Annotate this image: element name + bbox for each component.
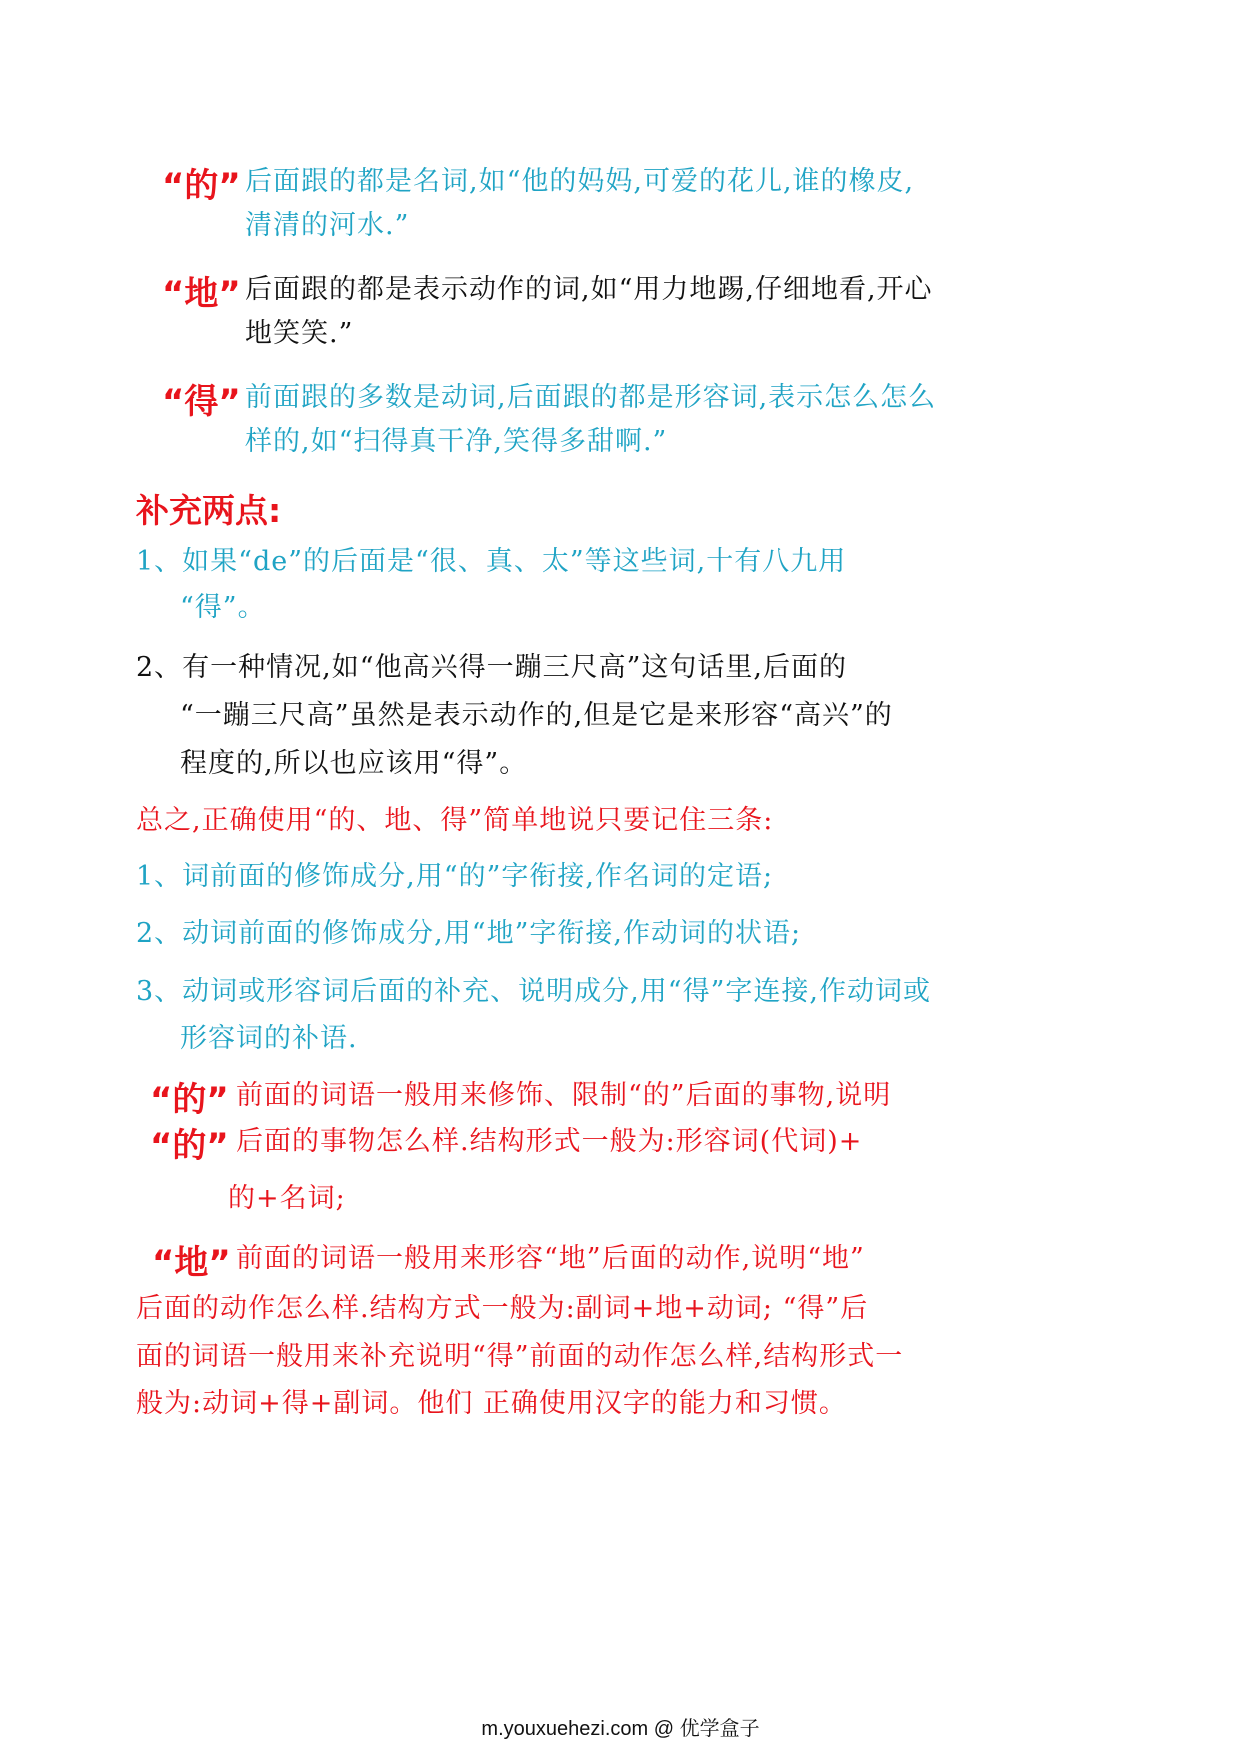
definition-dei-line-1: 前面跟的多数是动词,后面跟的都是形容词,表示怎么怎么	[245, 382, 937, 413]
note-key-de-1: “的”	[150, 1080, 229, 1120]
supplement-item-1-line-1: 1、如果“de”的后面是“很、真、太”等这些词,十有八九用	[136, 546, 847, 577]
note-key-de-2: “的”	[150, 1126, 229, 1166]
supplement-item-2-line-1: 2、有一种情况,如“他高兴得一蹦三尺高”这句话里,后面的	[136, 652, 847, 683]
summary-title: 总之,正确使用“的、地、得”简单地说只要记住三条:	[136, 805, 774, 836]
note-di-line-1: 前面的词语一般用来形容“地”后面的动作,说明“地”	[236, 1243, 865, 1274]
note-di-line-4: 般为:动词+得+副词。他们 正确使用汉字的能力和习惯。	[136, 1388, 847, 1419]
summary-rule-3-line-1: 3、动词或形容词后面的补充、说明成分,用“得”字连接,作动词或	[136, 976, 931, 1007]
summary-rule-2: 2、动词前面的修饰成分,用“地”字衔接,作动词的状语;	[136, 918, 802, 949]
supplement-item-2-line-3: 程度的,所以也应该用“得”。	[180, 748, 528, 779]
note-di-line-2: 后面的动作怎么样.结构方式一般为:副词+地+动词; “得”后	[136, 1293, 869, 1324]
note-di-line-3: 面的词语一般用来补充说明“得”前面的动作怎么样,结构形式一	[136, 1341, 904, 1372]
note-key-di: “地”	[152, 1243, 231, 1283]
definition-di-line-2: 地笑笑.”	[245, 318, 354, 349]
note-de-line-2: 后面的事物怎么样.结构形式一般为:形容词(代词)+	[236, 1126, 863, 1157]
definition-key-di: “地”	[162, 274, 241, 314]
supplement-item-1-line-2: “得”。	[180, 592, 266, 623]
summary-rule-3-line-2: 形容词的补语.	[180, 1023, 358, 1054]
definition-de-line-1: 后面跟的都是名词,如“他的妈妈,可爱的花儿,谁的橡皮,	[245, 166, 915, 197]
definition-dei-line-2: 样的,如“扫得真干净,笑得多甜啊.”	[245, 426, 668, 457]
definition-de-line-2: 清清的河水.”	[245, 210, 410, 241]
note-de-line-1: 前面的词语一般用来修饰、限制“的”后面的事物,说明	[236, 1080, 892, 1111]
definition-di-line-1: 后面跟的都是表示动作的词,如“用力地踢,仔细地看,开心	[245, 274, 933, 305]
supplement-item-2-line-2: “一蹦三尺高”虽然是表示动作的,但是它是来形容“高兴”的	[180, 700, 893, 731]
definition-key-de: “的”	[162, 166, 241, 206]
footer-watermark: m.youxuehezi.com @ 优学盒子	[481, 1718, 760, 1740]
supplement-title: 补充两点:	[136, 491, 282, 530]
definition-key-dei: “得”	[162, 382, 241, 422]
summary-rule-1: 1、词前面的修饰成分,用“的”字衔接,作名词的定语;	[136, 861, 774, 892]
note-de-line-3: 的+名词;	[228, 1183, 346, 1214]
